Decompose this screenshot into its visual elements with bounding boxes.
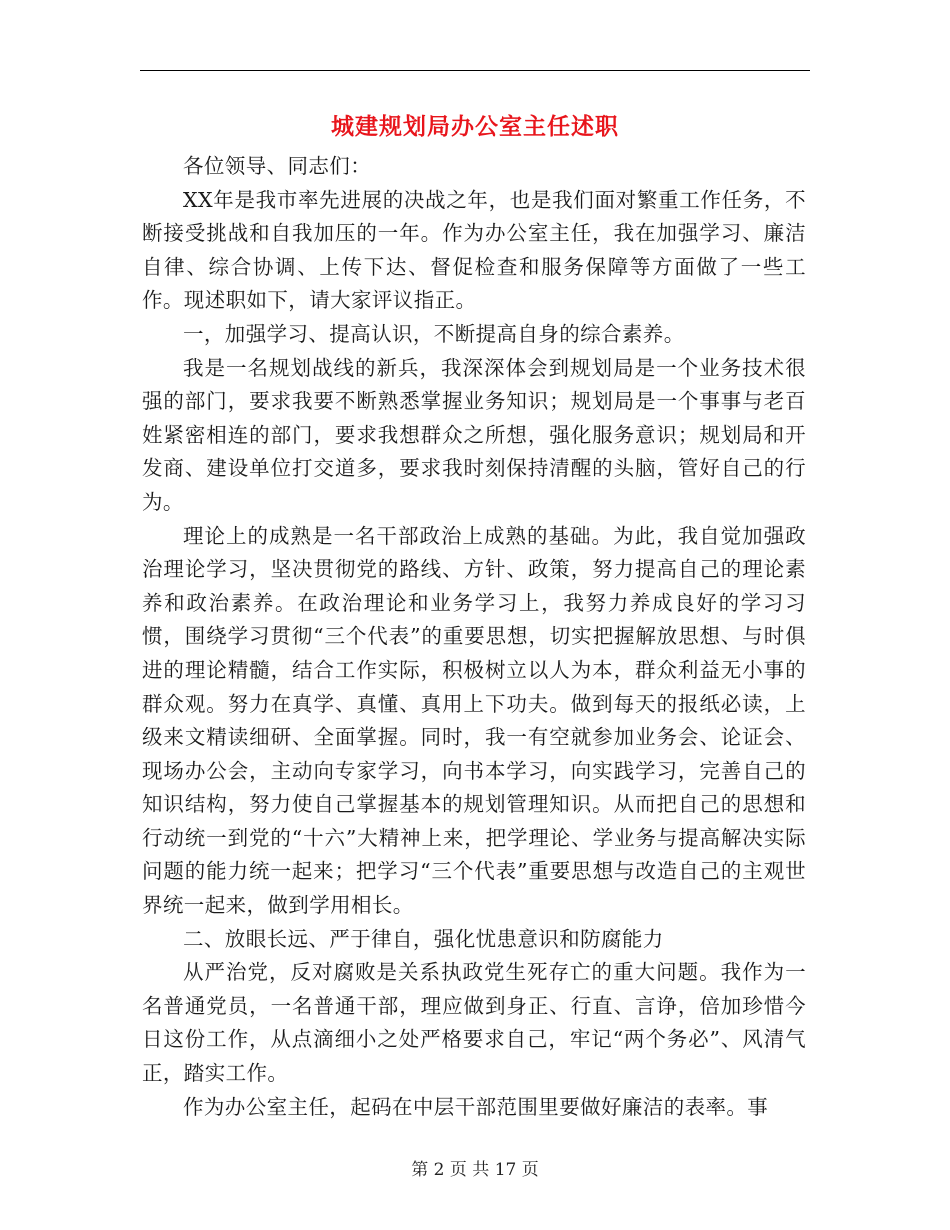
paragraph: XX年是我市率先进展的决战之年，也是我们面对繁重工作任务，不断接受挑战和自我加压的一年。作为办公室主任，我在加强学习、廉洁自律、综合协调、上传下达、督促检查和服务保障等方面做了一些工作。现述职如下，请大家评议指正。 bbox=[142, 187, 806, 313]
paragraph: 从严治党，反对腐败是关系执政党生死存亡的重大问题。我作为一名普通党员，一名普通干部，理应做到身正、行直、言诤，倍加珍惜今日这份工作，从点滴细小之处严格要求自己，牢记“两个务必”、风清气正，踏实工作。 bbox=[142, 960, 806, 1086]
paragraph: 作为办公室主任，起码在中层干部范围里要做好廉洁的表率。事 bbox=[183, 1094, 769, 1119]
section-heading: 二、放眼长远、严于律自，强化忧患意识和防腐能力 bbox=[183, 926, 664, 951]
section-heading: 一，加强学习、提高认识，不断提高自身的综合素养。 bbox=[183, 321, 685, 346]
header-rule bbox=[140, 70, 810, 71]
document-body bbox=[142, 150, 806, 1124]
paragraph: 理论上的成熟是一名干部政治上成熟的基础。为此，我自觉加强政治理论学习，坚决贯彻党的路线、方针、政策，努力提高自己的理论素养和政治素养。在政治理论和业务学习上，我努力养成良好的学习习惯，围绕学习贯彻“三个代表”的重要思想，切实把握解放思想、与时俱进的理论精髓，结合工作实际，积极树立以人为本，群众利益无小事的群众观。努力在真学、真懂、真用上下功夫。做到每天的报纸必读，上级来文精读细研、全面掌握。同时，我一有空就参加业务会、论证会、现场办公会，主动向专家学习，向书本学习，向实践学习，完善自己的知识结构，努力使自己掌握基本的规划管理知识。从而把自己的思想和行动统一到党的“十六”大精神上来，把学理论、学业务与提高解决实际问题的能力统一起来；把学习“三个代表”重要思想与改造自己的主观世界统一起来，做到学用相长。 bbox=[142, 523, 806, 918]
paragraph-salutation: 各位领导、同志们： bbox=[183, 154, 372, 178]
page-number-footer: 第 2 页 共 17 页 bbox=[411, 1160, 539, 1180]
document-title: 城建规划局办公室主任述职 bbox=[331, 114, 619, 140]
paragraph: 我是一名规划战线的新兵，我深深体会到规划局是一个业务技术很强的部门，要求我要不断熟悉掌握业务知识；规划局是一个事事与老百姓紧密相连的部门，要求我想群众之所想，强化服务意识；规划局和开发商、建设单位打交道多，要求我时刻保持清醒的头脑，管好自己的行为。 bbox=[142, 355, 806, 514]
